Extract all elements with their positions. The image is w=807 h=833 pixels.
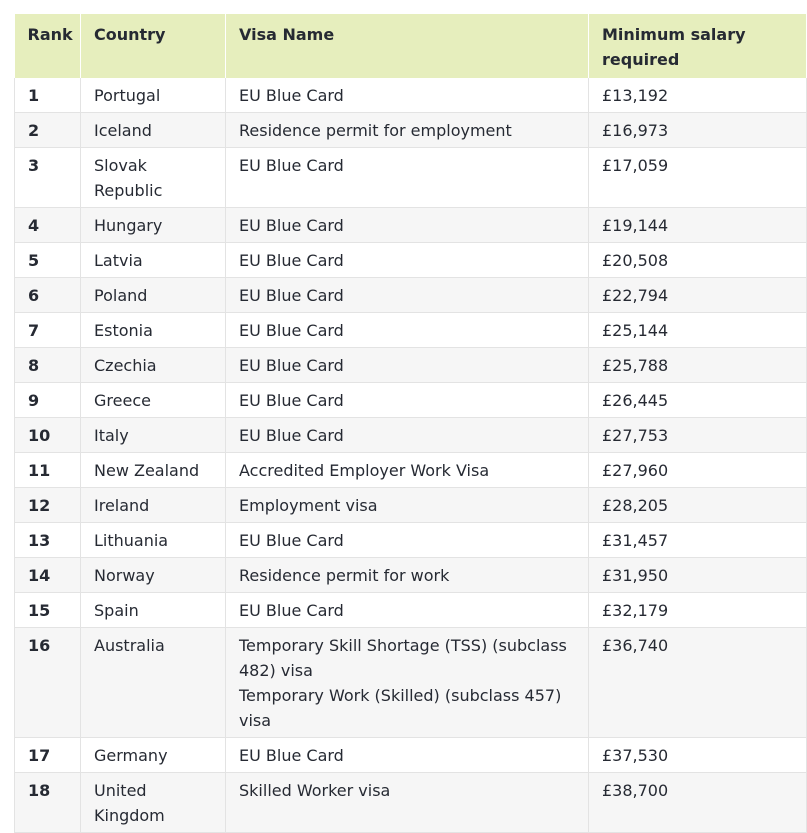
salary-cell: £31,950 — [589, 558, 807, 593]
rank-cell: 1 — [15, 78, 81, 113]
visa-name-cell — [226, 593, 589, 628]
table-row — [15, 78, 807, 113]
visa-name-line: EU Blue Card — [239, 286, 344, 305]
visa-name-cell — [226, 208, 589, 243]
visa-name-cell — [226, 488, 589, 523]
rank-cell: 16 — [15, 628, 81, 738]
table-row — [15, 148, 807, 208]
visa-name-cell — [226, 628, 589, 738]
salary-cell: £32,179 — [589, 593, 807, 628]
salary-cell: £19,144 — [589, 208, 807, 243]
visa-name-line: Employment visa — [239, 496, 378, 515]
visa-name-line: Skilled Worker visa — [239, 781, 391, 800]
visa-name-line: EU Blue Card — [239, 216, 344, 235]
visa-name-line: Accredited Employer Work Visa — [239, 461, 490, 480]
visa-name-cell — [226, 313, 589, 348]
rank-cell: 18 — [15, 773, 81, 833]
table-row — [15, 113, 807, 148]
country-cell: Germany — [81, 738, 226, 773]
salary-cell: £17,059 — [589, 148, 807, 208]
salary-cell: £31,457 — [589, 523, 807, 558]
visa-name-cell — [226, 243, 589, 278]
salary-cell: £25,788 — [589, 348, 807, 383]
table-row — [15, 453, 807, 488]
rank-cell: 9 — [15, 383, 81, 418]
table-row — [15, 418, 807, 453]
table-row — [15, 738, 807, 773]
salary-cell: £27,960 — [589, 453, 807, 488]
visa-name-cell — [226, 523, 589, 558]
table-row — [15, 773, 807, 833]
country-cell: Lithuania — [81, 523, 226, 558]
table-row — [15, 628, 807, 738]
table-row — [15, 348, 807, 383]
visa-name-cell — [226, 348, 589, 383]
salary-cell: £36,740 — [589, 628, 807, 738]
visa-name-line: EU Blue Card — [239, 391, 344, 410]
country-cell: United Kingdom — [81, 773, 226, 833]
rank-cell: 15 — [15, 593, 81, 628]
table-header — [15, 14, 807, 78]
visa-name-line: Residence permit for employment — [239, 121, 512, 140]
country-cell: Iceland — [81, 113, 226, 148]
visa-name-cell — [226, 278, 589, 313]
header-rank: Rank — [15, 14, 81, 78]
visa-name-line: Temporary Work (Skilled) (subclass 457) visa — [239, 686, 562, 730]
country-cell: Hungary — [81, 208, 226, 243]
visa-name-line: EU Blue Card — [239, 86, 344, 105]
rank-cell: 6 — [15, 278, 81, 313]
visa-name-cell — [226, 418, 589, 453]
rank-cell: 11 — [15, 453, 81, 488]
rank-cell: 17 — [15, 738, 81, 773]
rank-cell: 10 — [15, 418, 81, 453]
visa-salary-table — [14, 14, 807, 833]
country-cell: Ireland — [81, 488, 226, 523]
visa-name-cell — [226, 558, 589, 593]
salary-cell: £22,794 — [589, 278, 807, 313]
visa-name-line: EU Blue Card — [239, 321, 344, 340]
visa-name-cell — [226, 148, 589, 208]
table-row — [15, 313, 807, 348]
visa-name-line: EU Blue Card — [239, 156, 344, 175]
visa-name-line: EU Blue Card — [239, 746, 344, 765]
visa-name-cell — [226, 738, 589, 773]
country-cell: Spain — [81, 593, 226, 628]
salary-cell: £26,445 — [589, 383, 807, 418]
country-cell: New Zealand — [81, 453, 226, 488]
visa-name-cell — [226, 773, 589, 833]
rank-cell: 2 — [15, 113, 81, 148]
rank-cell: 8 — [15, 348, 81, 383]
header-minimum-salary: Minimum salary required — [589, 14, 807, 78]
salary-cell: £37,530 — [589, 738, 807, 773]
salary-cell: £28,205 — [589, 488, 807, 523]
visa-name-cell — [226, 383, 589, 418]
visa-name-line: Residence permit for work — [239, 566, 450, 585]
rank-cell: 12 — [15, 488, 81, 523]
rank-cell: 5 — [15, 243, 81, 278]
rank-cell: 7 — [15, 313, 81, 348]
visa-name-cell — [226, 113, 589, 148]
table-body — [15, 78, 807, 833]
country-cell: Latvia — [81, 243, 226, 278]
table-row — [15, 488, 807, 523]
header-visa-name: Visa Name — [226, 14, 589, 78]
visa-name-line: EU Blue Card — [239, 601, 344, 620]
country-cell: Norway — [81, 558, 226, 593]
visa-name-line: Temporary Skill Shortage (TSS) (subclass 482) visa — [239, 636, 567, 680]
visa-name-line: EU Blue Card — [239, 356, 344, 375]
rank-cell: 4 — [15, 208, 81, 243]
salary-cell: £13,192 — [589, 78, 807, 113]
salary-cell: £20,508 — [589, 243, 807, 278]
table-row — [15, 243, 807, 278]
visa-name-cell — [226, 78, 589, 113]
salary-cell: £25,144 — [589, 313, 807, 348]
table-row — [15, 278, 807, 313]
visa-name-line: EU Blue Card — [239, 426, 344, 445]
visa-name-line: EU Blue Card — [239, 531, 344, 550]
rank-cell: 14 — [15, 558, 81, 593]
country-cell: Portugal — [81, 78, 226, 113]
table-row — [15, 593, 807, 628]
visa-name-cell — [226, 453, 589, 488]
rank-cell: 3 — [15, 148, 81, 208]
country-cell: Estonia — [81, 313, 226, 348]
salary-cell: £38,700 — [589, 773, 807, 833]
country-cell: Poland — [81, 278, 226, 313]
country-cell: Slovak Republic — [81, 148, 226, 208]
visa-name-line: EU Blue Card — [239, 251, 344, 270]
salary-cell: £16,973 — [589, 113, 807, 148]
table-row — [15, 208, 807, 243]
rank-cell: 13 — [15, 523, 81, 558]
salary-cell: £27,753 — [589, 418, 807, 453]
table-row — [15, 558, 807, 593]
country-cell: Czechia — [81, 348, 226, 383]
table-row — [15, 523, 807, 558]
header-row — [15, 14, 807, 78]
country-cell: Greece — [81, 383, 226, 418]
country-cell: Italy — [81, 418, 226, 453]
country-cell: Australia — [81, 628, 226, 738]
header-country: Country — [81, 14, 226, 78]
table-row — [15, 383, 807, 418]
